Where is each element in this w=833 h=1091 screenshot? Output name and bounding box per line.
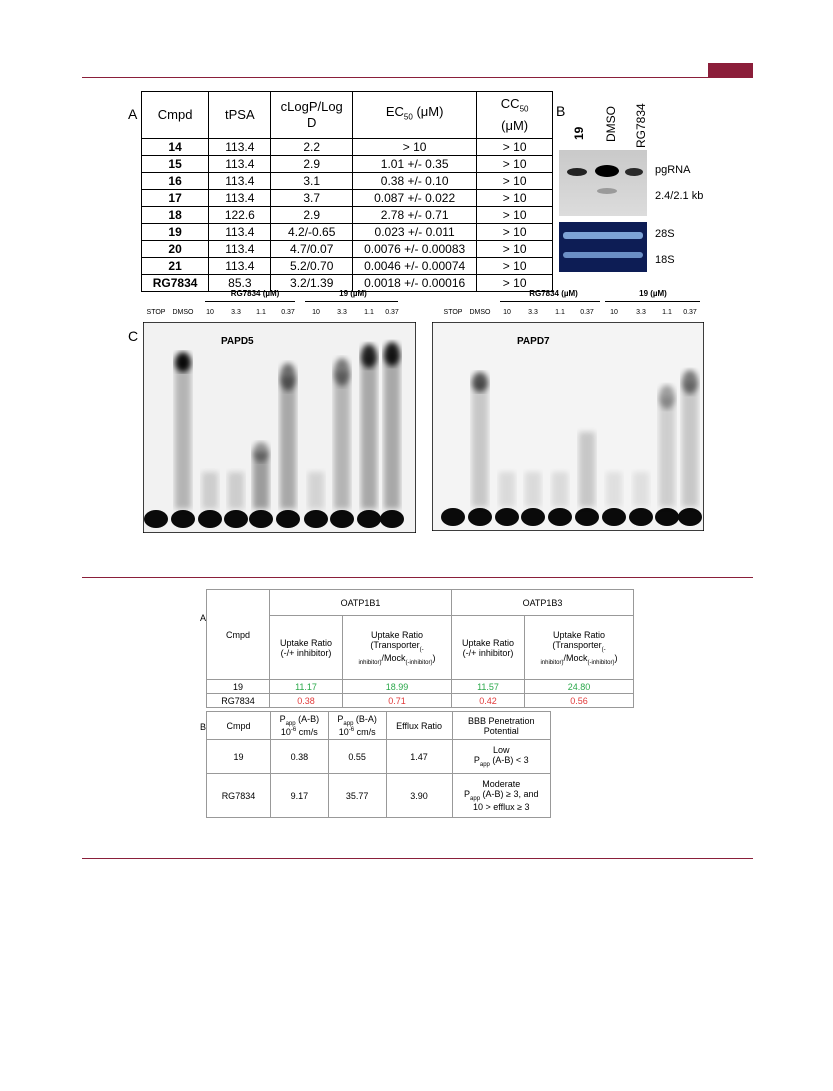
permeability-table — [206, 711, 551, 818]
smear — [579, 432, 595, 507]
smear — [499, 472, 515, 507]
smear — [202, 472, 218, 509]
polya-band — [253, 442, 269, 462]
perm-col-efflux: Efflux Ratio — [386, 712, 452, 740]
free-probe-band — [655, 508, 679, 526]
compound-cell: 0.087 +/- 0.022 — [352, 190, 476, 207]
oatp1b3-uptake: Uptake Ratio (-/+ inhibitor) — [452, 616, 525, 680]
lane-label: DMSO — [172, 309, 194, 316]
compound-cell: 4.7/0.07 — [271, 241, 353, 258]
compound-cell: > 10 — [352, 139, 476, 156]
lane-label: 3.3 — [337, 309, 347, 316]
compound-cell: 0.0046 +/- 0.00074 — [352, 258, 476, 275]
compound-cell: 15 — [142, 156, 209, 173]
compound-cell: > 10 — [477, 190, 553, 207]
compound-cell: 122.6 — [209, 207, 271, 224]
compound-cell: 2.9 — [271, 207, 353, 224]
col-ec50: $EC_{50}$ (μM) — [352, 92, 476, 139]
lane-label: 10 — [312, 309, 320, 316]
oatp-row-19-v2: 18.99 — [343, 680, 452, 694]
oatp1b1-transporter: Uptake Ratio (Transporter$_{(-}$ $_{inhibitor)}$/Mock$_{(-inhibitor)}$) — [343, 616, 452, 680]
compound-cell: 0.023 +/- 0.011 — [352, 224, 476, 241]
compound-cell: 113.4 — [209, 241, 271, 258]
polya-band — [384, 342, 400, 366]
free-probe-band — [276, 510, 300, 528]
smear — [228, 472, 244, 509]
compound-cell: 113.4 — [209, 173, 271, 190]
polya-band — [280, 363, 296, 391]
polya-band — [682, 370, 698, 394]
oatp-row-19-v3: 11.57 — [452, 680, 525, 694]
compound-cell: > 10 — [477, 139, 553, 156]
label-28s: 28S — [655, 228, 675, 240]
panel-label-b: B — [556, 103, 566, 119]
lane-label: 1.1 — [256, 309, 266, 316]
bottom-rule — [82, 858, 753, 859]
free-probe-band — [602, 508, 626, 526]
smear — [384, 354, 400, 509]
label-kb: 2.4/2.1 kb — [655, 190, 704, 202]
smear — [606, 472, 622, 507]
smear — [552, 472, 568, 507]
oatp-group-1: OATP1B1 — [270, 590, 452, 616]
label-pgrna: pgRNA — [655, 164, 691, 176]
gel-title-papd5: PAPD5 — [221, 336, 254, 347]
perm-col-cmpd: Cmpd — [207, 712, 271, 740]
oatp-row-19-v1: 11.17 — [270, 680, 343, 694]
compound-cell: > 10 — [477, 258, 553, 275]
compound-cell: 0.38 +/- 0.10 — [352, 173, 476, 190]
lane-label: 3.3 — [231, 309, 241, 316]
compound-cell: 0.0076 +/- 0.00083 — [352, 241, 476, 258]
oatp-group-2: OATP1B3 — [452, 590, 634, 616]
compound-table-body — [142, 139, 553, 292]
compound-table — [141, 91, 553, 292]
lane-label: 10 — [503, 309, 511, 316]
oatp1b3-transporter: Uptake Ratio (Transporter$_{(-}$ $_{inhibitor)}$/Mock$_{(-inhibitor)}$) — [525, 616, 634, 680]
compound-cell: 113.4 — [209, 156, 271, 173]
lane-label: DMSO — [469, 309, 491, 316]
panel-label-a: A — [128, 106, 138, 122]
compound-cell: 19 — [142, 224, 209, 241]
northern-blot — [559, 150, 647, 216]
smear — [175, 362, 191, 509]
free-probe-band — [468, 508, 492, 526]
free-probe-band — [495, 508, 519, 526]
oatp-row-rg-v3: 0.42 — [452, 694, 525, 708]
perm-row-19-ba: 0.55 — [328, 740, 386, 774]
smear — [472, 382, 488, 507]
smear — [308, 472, 324, 509]
lane-label: 10 — [610, 309, 618, 316]
perm-col-pba: $P_{app}$ (B-A) $10^{-6}$ cm/s — [328, 712, 386, 740]
compound-row — [142, 156, 553, 173]
perm-row-19-cmpd: 19 — [207, 740, 271, 774]
right-group-line-2 — [605, 301, 700, 302]
free-probe-band — [224, 510, 248, 528]
section2-label-b: B — [200, 722, 207, 732]
section2-label-a: A — [200, 613, 207, 623]
lane-label: STOP — [146, 309, 166, 316]
lane-label: 10 — [206, 309, 214, 316]
compound-cell: 113.4 — [209, 190, 271, 207]
compound-cell: > 10 — [477, 275, 553, 292]
compound-cell: > 10 — [477, 241, 553, 258]
compound-cell: 3.7 — [271, 190, 353, 207]
free-probe-band — [441, 508, 465, 526]
left-group-line-1 — [205, 301, 295, 302]
band-dmso — [595, 165, 619, 177]
free-probe-band — [304, 510, 328, 528]
free-probe-band — [330, 510, 354, 528]
oatp1b1-uptake: Uptake Ratio (-/+ inhibitor) — [270, 616, 343, 680]
right-group-rg7834: RG7834 (µM) — [529, 289, 578, 298]
compound-cell: 5.2/0.70 — [271, 258, 353, 275]
gel-papd7 — [432, 322, 704, 531]
compound-cell: 0.0018 +/- 0.00016 — [352, 275, 476, 292]
lane-label: 3.3 — [636, 309, 646, 316]
compound-row — [142, 241, 553, 258]
top-rule — [82, 77, 753, 78]
compound-cell: 17 — [142, 190, 209, 207]
free-probe-band — [249, 510, 273, 528]
gel-title-papd7: PAPD7 — [517, 336, 550, 347]
oatp-row-rg-v2: 0.71 — [343, 694, 452, 708]
perm-col-pab: $P_{app}$ (A-B) $10^{-6}$ cm/s — [270, 712, 328, 740]
compound-cell: 3.1 — [271, 173, 353, 190]
compound-cell: 3.2/1.39 — [271, 275, 353, 292]
perm-row-rg-ba: 35.77 — [328, 774, 386, 818]
col-cmpd: Cmpd — [142, 92, 209, 139]
perm-row-rg-bbb: Moderate $P_{app}$ (A-B) ≥ 3, and 10 > efflux ≥ 3 — [452, 774, 550, 818]
compound-cell: 2.78 +/- 0.71 — [352, 207, 476, 224]
left-group-rg7834: RG7834 (µM) — [230, 289, 280, 298]
rrna-gel — [559, 222, 647, 272]
compound-cell: RG7834 — [142, 275, 209, 292]
compound-cell: 18 — [142, 207, 209, 224]
oatp-table — [206, 589, 634, 708]
polya-band — [361, 344, 377, 368]
perm-row-19-eff: 1.47 — [386, 740, 452, 774]
col-tpsa: tPSA — [209, 92, 271, 139]
compound-cell: 113.4 — [209, 139, 271, 156]
free-probe-band — [144, 510, 168, 528]
col-clogp: cLogP/Log D — [271, 92, 353, 139]
band-rg7834 — [625, 168, 643, 176]
gel-papd5 — [143, 322, 416, 533]
smear — [525, 472, 541, 507]
compound-row — [142, 190, 553, 207]
lane-label: 0.37 — [281, 309, 295, 316]
compound-cell: > 10 — [477, 173, 553, 190]
perm-row-rg-eff: 3.90 — [386, 774, 452, 818]
left-group-line-2 — [305, 301, 398, 302]
band-dmso-low — [597, 188, 617, 194]
free-probe-band — [629, 508, 653, 526]
col-cc50: $CC_{50}$ (μM) — [477, 92, 553, 139]
lane-label: 1.1 — [662, 309, 672, 316]
lane-label: 0.37 — [580, 309, 594, 316]
oatp-row-rg-cmpd: RG7834 — [207, 694, 270, 708]
band-19 — [567, 168, 587, 176]
perm-row-rg-ab: 9.17 — [270, 774, 328, 818]
polya-band — [175, 352, 191, 372]
compound-cell: 2.9 — [271, 156, 353, 173]
compound-cell: > 10 — [477, 207, 553, 224]
blot-lane-19: 19 — [572, 126, 586, 140]
free-probe-band — [548, 508, 572, 526]
lane-label: 0.37 — [683, 309, 697, 316]
polya-band — [472, 372, 488, 392]
perm-row-19-ab: 0.38 — [270, 740, 328, 774]
compound-row — [142, 224, 553, 241]
brand-tab — [708, 63, 753, 78]
right-group-line-1 — [500, 301, 600, 302]
free-probe-band — [380, 510, 404, 528]
polya-band — [659, 385, 675, 409]
compound-row — [142, 258, 553, 275]
compound-cell: 1.01 +/- 0.35 — [352, 156, 476, 173]
free-probe-band — [357, 510, 381, 528]
oatp-col-cmpd: Cmpd — [207, 590, 270, 680]
perm-col-bbb: BBB Penetration Potential — [452, 712, 550, 740]
free-probe-band — [198, 510, 222, 528]
panel-label-c: C — [128, 328, 139, 344]
middle-rule — [82, 577, 753, 578]
perm-row-19-bbb: Low $P_{app}$ (A-B) < 3 — [452, 740, 550, 774]
lane-label: 0.37 — [385, 309, 399, 316]
polya-band — [334, 358, 350, 386]
compound-row — [142, 139, 553, 156]
compound-row — [142, 173, 553, 190]
compound-row — [142, 207, 553, 224]
lane-label: 3.3 — [528, 309, 538, 316]
lane-label: STOP — [443, 309, 463, 316]
blot-lane-rg7834: RG7834 — [634, 103, 648, 148]
compound-cell: 85.3 — [209, 275, 271, 292]
perm-row-rg-cmpd: RG7834 — [207, 774, 271, 818]
label-18s: 18S — [655, 254, 675, 266]
smear — [334, 372, 350, 509]
compound-cell: > 10 — [477, 224, 553, 241]
oatp-row-rg-v4: 0.56 — [525, 694, 634, 708]
blot-lane-dmso: DMSO — [604, 106, 618, 142]
free-probe-band — [171, 510, 195, 528]
right-group-19: 19 (µM) — [639, 289, 667, 298]
compound-cell: 113.4 — [209, 258, 271, 275]
free-probe-band — [521, 508, 545, 526]
band-18s — [563, 252, 643, 258]
smear — [682, 382, 698, 507]
compound-cell: 4.2/-0.65 — [271, 224, 353, 241]
compound-cell: 113.4 — [209, 224, 271, 241]
band-28s — [563, 232, 643, 239]
smear — [633, 472, 649, 507]
compound-cell: 16 — [142, 173, 209, 190]
compound-cell: > 10 — [477, 156, 553, 173]
compound-cell: 14 — [142, 139, 209, 156]
smear — [361, 356, 377, 509]
free-probe-band — [575, 508, 599, 526]
left-group-19: 19 (µM) — [339, 289, 367, 298]
lane-label: 1.1 — [555, 309, 565, 316]
smear — [280, 377, 296, 509]
compound-cell: 20 — [142, 241, 209, 258]
oatp-row-rg-v1: 0.38 — [270, 694, 343, 708]
smear — [659, 397, 675, 507]
lane-label: 1.1 — [364, 309, 374, 316]
compound-cell: 2.2 — [271, 139, 353, 156]
compound-cell: 21 — [142, 258, 209, 275]
free-probe-band — [678, 508, 702, 526]
oatp-row-19-v4: 24.80 — [525, 680, 634, 694]
oatp-row-19-cmpd: 19 — [207, 680, 270, 694]
